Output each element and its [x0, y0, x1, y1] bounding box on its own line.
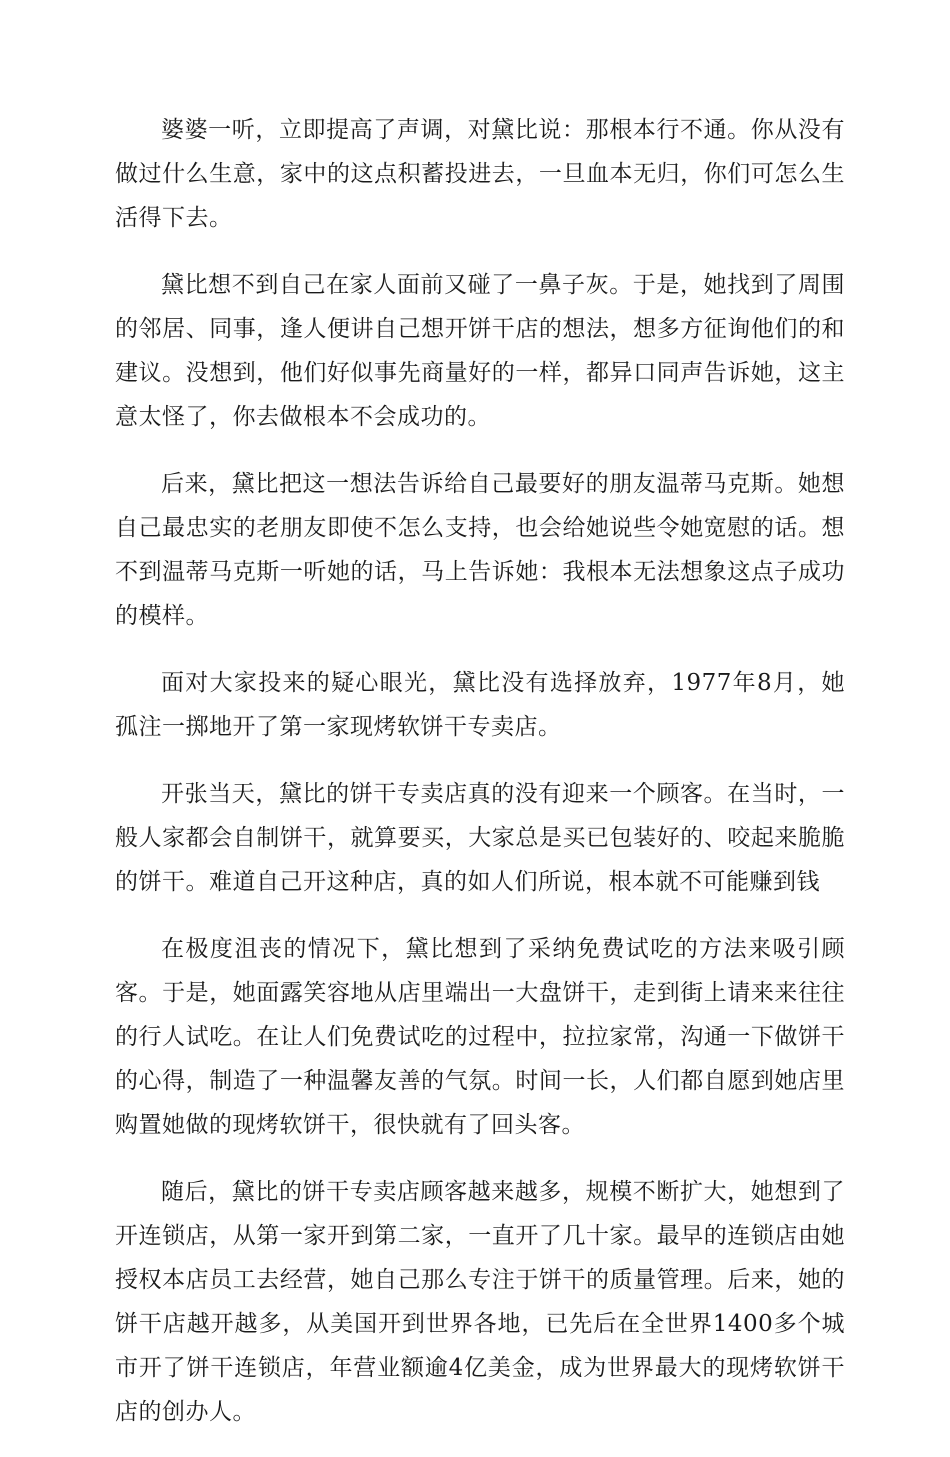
paragraph-7: 随后，黛比的饼干专卖店顾客越来越多，规模不断扩大，她想到了开连锁店，从第一家开到第二家，一直开了几十家。最早的连锁店由她授权本店员工去经营，她自己那么专注于饼干的质量管理。后来，她的饼干店越开越多，从美国开到世界各地，已先后在全世界1400多个城市开了饼干连锁店，年营业额逾4亿美金，成为世界最大的现烤软饼干店的创办人。 — [115, 1179, 845, 1425]
paragraph-5: 开张当天，黛比的饼干专卖店真的没有迎来一个顾客。在当时，一般人家都会自制饼干，就算要买，大家总是买已包装好的、咬起来脆脆的饼干。难道自己开这种店，真的如人们所说，根本就不可能赚到钱 — [115, 781, 845, 895]
paragraph-2: 黛比想不到自己在家人面前又碰了一鼻子灰。于是，她找到了周围的邻居、同事，逢人便讲自己想开饼干店的想法，想多方征询他们的和建议。没想到，他们好似事先商量好的一样，都异口同声告诉她，这主意太怪了，你去做根本不会成功的。 — [115, 272, 845, 430]
paragraph-3: 后来，黛比把这一想法告诉给自己最要好的朋友温蒂马克斯。她想自己最忠实的老朋友即使不怎么支持，也会给她说些令她宽慰的话。想不到温蒂马克斯一听她的话，马上告诉她：我根本无法想象这点子成功的模样。 — [115, 471, 845, 629]
paragraph-1: 婆婆一听，立即提高了声调，对黛比说：那根本行不通。你从没有做过什么生意，家中的这点积蓄投进去，一旦血本无归，你们可怎么生活得下去。 — [115, 117, 845, 231]
paragraph-4: 面对大家投来的疑心眼光，黛比没有选择放弃，1977年8月，她孤注一掷地开了第一家现烤软饼干专卖店。 — [115, 670, 845, 740]
paragraph-6: 在极度沮丧的情况下，黛比想到了采纳免费试吃的方法来吸引顾客。于是，她面露笑容地从店里端出一大盘饼干，走到街上请来来往往的行人试吃。在让人们免费试吃的过程中，拉拉家常，沟通一下做饼干的心得，制造了一种温馨友善的气氛。时间一长，人们都自愿到她店里购置她做的现烤软饼干，很快就有了回头客。 — [115, 936, 845, 1138]
document-body — [115, 108, 845, 1457]
